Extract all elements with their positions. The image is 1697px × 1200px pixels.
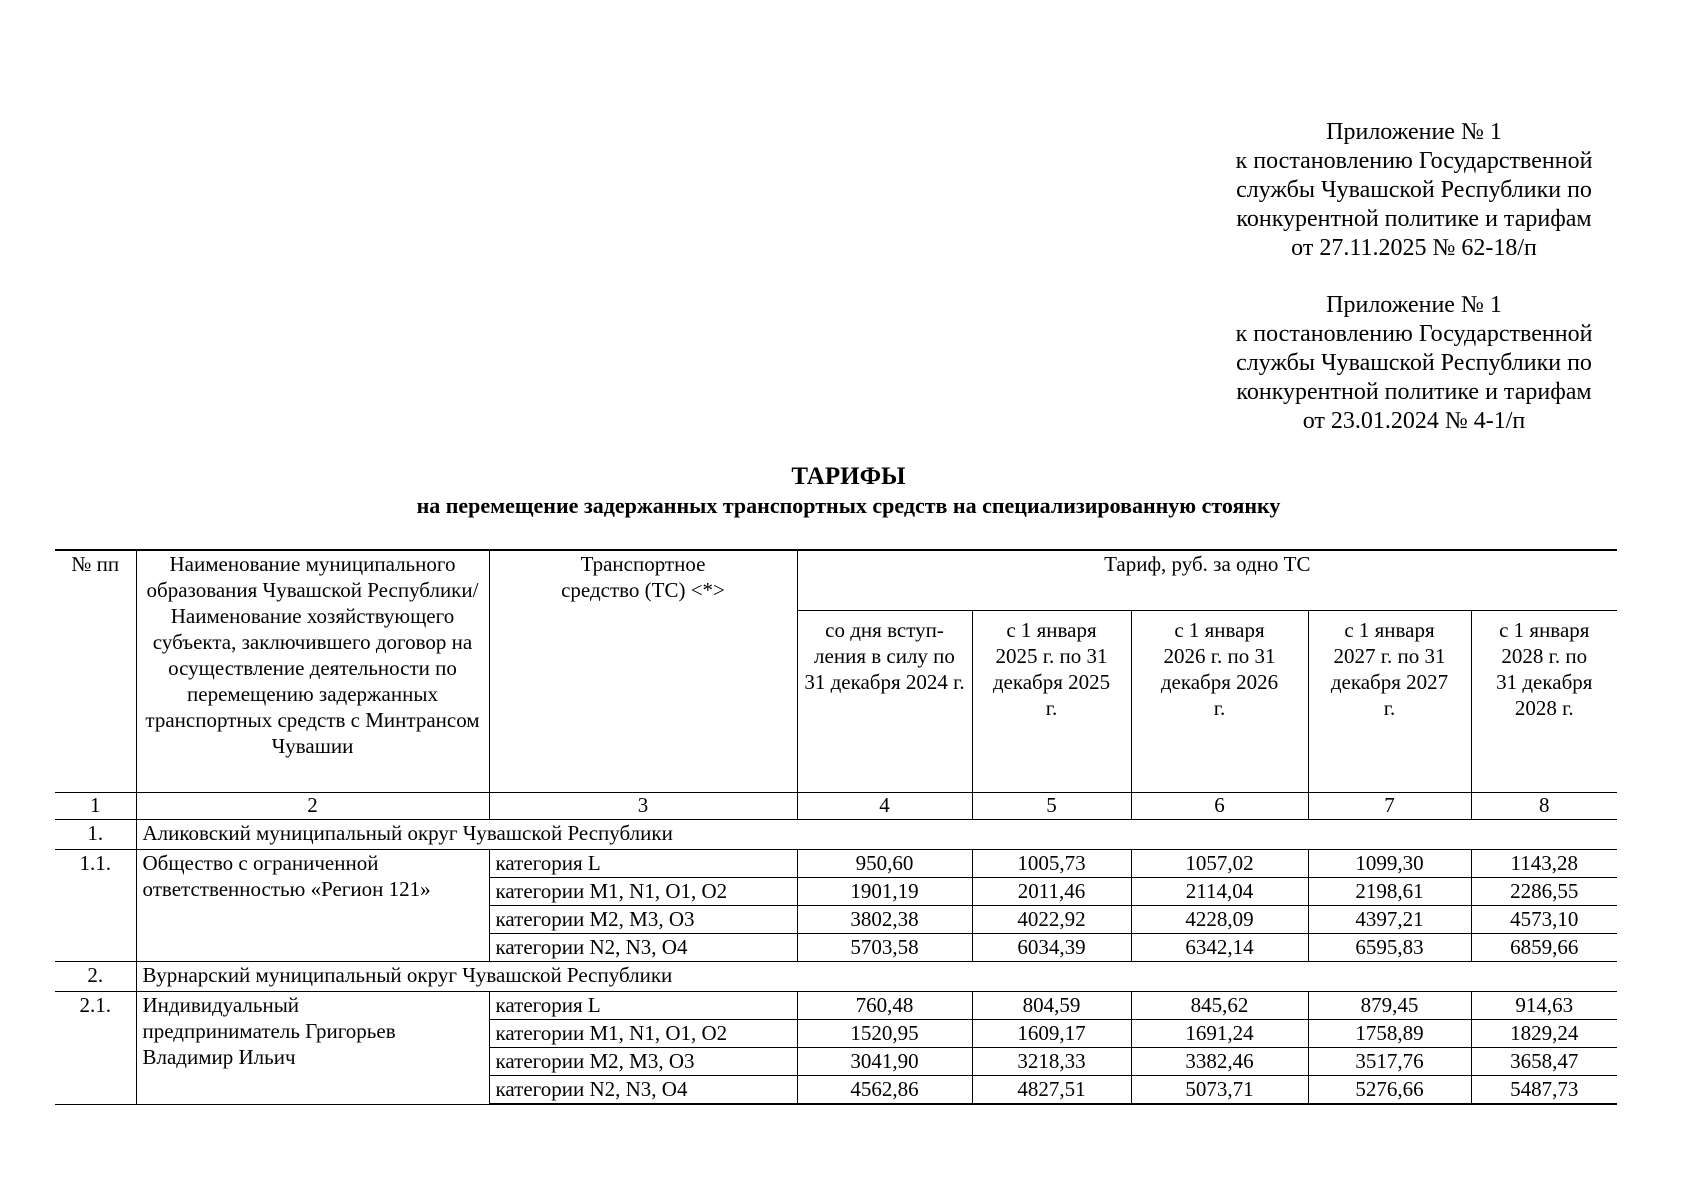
tariff-value: 2114,04: [1131, 878, 1308, 906]
tariff-value: 879,45: [1308, 992, 1471, 1020]
vehicle-category: категории M2, M3, O3: [489, 1048, 797, 1076]
document-title-block: [0, 462, 1697, 520]
tariff-value: 1099,30: [1308, 850, 1471, 878]
vehicle-category: категории M1, N1, O1, O2: [489, 878, 797, 906]
tariff-value: 4228,09: [1131, 906, 1308, 934]
tariff-value: 845,62: [1131, 992, 1308, 1020]
tariff-value: 6342,14: [1131, 934, 1308, 962]
section-name: Вурнарский муниципальный округ Чувашской Республики: [136, 962, 1617, 992]
vehicle-category: категория L: [489, 992, 797, 1020]
column-number: 4: [797, 793, 972, 820]
section-row: [55, 820, 1617, 850]
tariff-value: 5703,58: [797, 934, 972, 962]
header-entity: Наименование муниципального образования Чувашской Республики/ Наименование хозяйствующего субъекта, заключившего договор на осуществление деятельности по перемещению задержанных транспортных средств с Минтрансом Чувашии: [136, 550, 489, 793]
vehicle-category: категории M2, M3, O3: [489, 906, 797, 934]
appendix-line: от 27.11.2025 № 62-18/п: [1291, 235, 1537, 261]
tariff-value: 1901,19: [797, 878, 972, 906]
entity-number: 1.1.: [55, 850, 136, 962]
appendix-line: конкурентной политике и тарифам: [1236, 379, 1592, 405]
tariff-value: 4397,21: [1308, 906, 1471, 934]
entity-number: 2.1.: [55, 992, 136, 1105]
tariff-value: 914,63: [1471, 992, 1617, 1020]
section-row: [55, 962, 1617, 992]
tariff-value: 950,60: [797, 850, 972, 878]
vehicle-category: категории N2, N3, O4: [489, 1076, 797, 1105]
table-row: [55, 992, 1617, 1020]
section-number: 1.: [55, 820, 136, 850]
tariff-value: 2011,46: [972, 878, 1131, 906]
column-number: 2: [136, 793, 489, 820]
appendix-line: к постановлению Государственной: [1235, 148, 1593, 174]
tariff-value: 1520,95: [797, 1020, 972, 1048]
tariff-value: 4573,10: [1471, 906, 1617, 934]
column-number: 7: [1308, 793, 1471, 820]
header-period: с 1 января 2025 г. по 31 декабря 2025 г.: [972, 611, 1131, 793]
vehicle-category: категории N2, N3, O4: [489, 934, 797, 962]
appendix-current: [1204, 118, 1624, 263]
header-row: [55, 550, 1617, 611]
tariff-value: 5487,73: [1471, 1076, 1617, 1105]
column-number: 1: [55, 793, 136, 820]
column-numbers-row: [55, 793, 1617, 820]
section-name: Аликовский муниципальный округ Чувашской Республики: [136, 820, 1617, 850]
tariff-value: 3802,38: [797, 906, 972, 934]
header-period: со дня вступ-ления в силу по 31 декабря 2024 г.: [797, 611, 972, 793]
section-number: 2.: [55, 962, 136, 992]
appendix-line: от 23.01.2024 № 4-1/п: [1302, 408, 1526, 434]
header-tariff: Тариф, руб. за одно ТС: [797, 550, 1617, 611]
tariff-value: 3382,46: [1131, 1048, 1308, 1076]
tariff-value: 4022,92: [972, 906, 1131, 934]
appendix-line: Приложение № 1: [1326, 119, 1502, 145]
appendix-line: службы Чувашской Республики по: [1236, 350, 1592, 376]
tariff-value: 3218,33: [972, 1048, 1131, 1076]
tariff-value: 6595,83: [1308, 934, 1471, 962]
tariffs-table: [55, 549, 1617, 1105]
tariff-value: 1829,24: [1471, 1020, 1617, 1048]
vehicle-category: категории M1, N1, O1, O2: [489, 1020, 797, 1048]
tariff-value: 1758,89: [1308, 1020, 1471, 1048]
tariff-value: 1691,24: [1131, 1020, 1308, 1048]
tariff-value: 3658,47: [1471, 1048, 1617, 1076]
tariff-value: 2198,61: [1308, 878, 1471, 906]
tariff-value: 1057,02: [1131, 850, 1308, 878]
tariff-value: 1143,28: [1471, 850, 1617, 878]
tariff-value: 1609,17: [972, 1020, 1131, 1048]
tariff-value: 3041,90: [797, 1048, 972, 1076]
tariff-value: 1005,73: [972, 850, 1131, 878]
column-number: 6: [1131, 793, 1308, 820]
header-vehicle: Транспортное средство (ТС) <*>: [489, 550, 797, 793]
column-number: 5: [972, 793, 1131, 820]
column-number: 3: [489, 793, 797, 820]
appendix-line: Приложение № 1: [1326, 292, 1502, 318]
entity-name: Общество с ограниченной ответственностью «Регион 121»: [136, 850, 489, 962]
header-period: с 1 января 2026 г. по 31 декабря 2026 г.: [1131, 611, 1308, 793]
appendix-original: [1204, 291, 1624, 436]
tariff-value: 6034,39: [972, 934, 1131, 962]
tariff-value: 5276,66: [1308, 1076, 1471, 1105]
table-row: [55, 850, 1617, 878]
tariff-value: 2286,55: [1471, 878, 1617, 906]
tariff-value: 760,48: [797, 992, 972, 1020]
header-period: с 1 января 2028 г. по 31 декабря 2028 г.: [1471, 611, 1617, 793]
header-period: с 1 января 2027 г. по 31 декабря 2027 г.: [1308, 611, 1471, 793]
entity-name: Индивидуальный предприниматель Григорьев Владимир Ильич: [136, 992, 489, 1105]
document-subtitle: на перемещение задержанных транспортных средств на специализированную стоянку: [416, 493, 1281, 518]
column-number: 8: [1471, 793, 1617, 820]
tariff-value: 4827,51: [972, 1076, 1131, 1105]
vehicle-category: категория L: [489, 850, 797, 878]
header-num: № пп: [55, 550, 136, 793]
tariff-value: 4562,86: [797, 1076, 972, 1105]
appendix-line: службы Чувашской Республики по: [1236, 177, 1592, 203]
appendix-line: к постановлению Государственной: [1235, 321, 1593, 347]
tariff-value: 6859,66: [1471, 934, 1617, 962]
document-title: ТАРИФЫ: [791, 463, 906, 490]
tariff-value: 3517,76: [1308, 1048, 1471, 1076]
tariff-value: 5073,71: [1131, 1076, 1308, 1105]
tariff-value: 804,59: [972, 992, 1131, 1020]
appendix-line: конкурентной политике и тарифам: [1236, 206, 1592, 232]
